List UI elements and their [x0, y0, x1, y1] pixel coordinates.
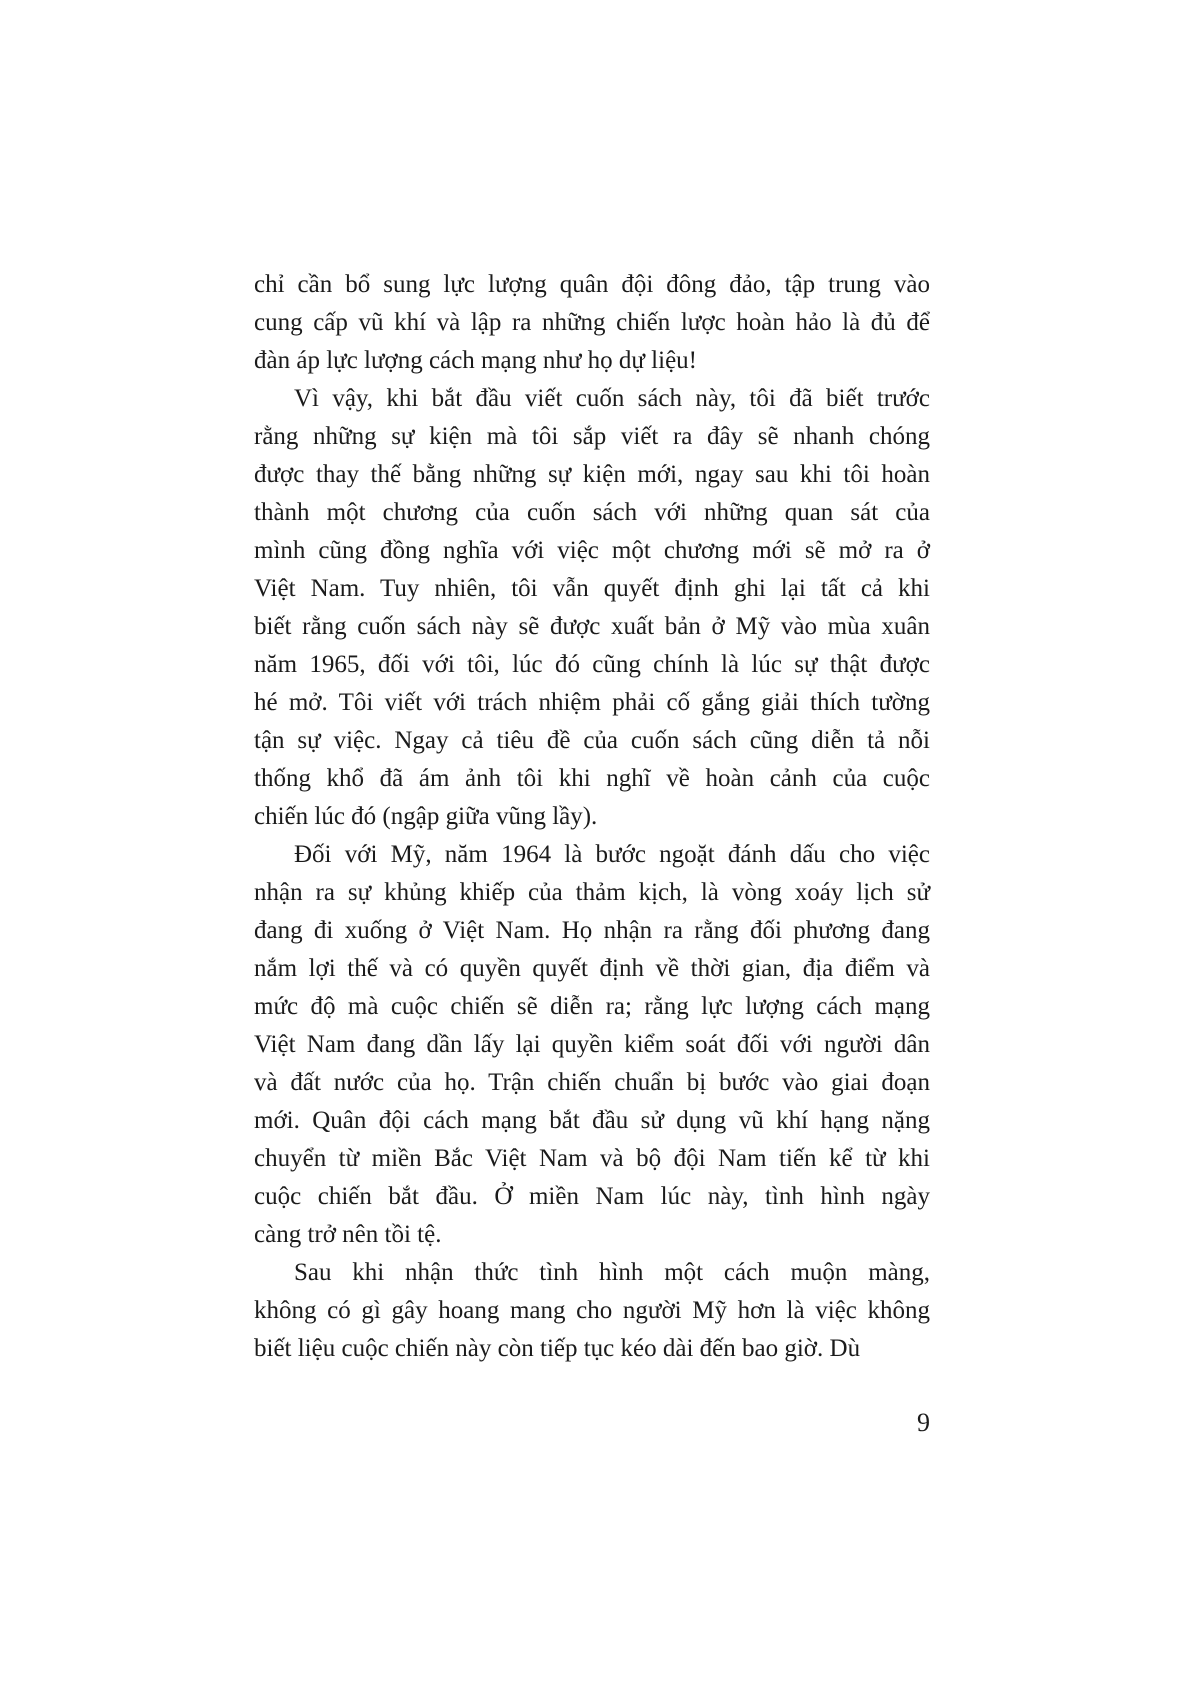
text-line: hé mở. Tôi viết với trách nhiệm phải cố gắng giải thích tường [254, 689, 930, 716]
text-line: không có gì gây hoang mang cho người Mỹ hơn là việc không [254, 1297, 930, 1324]
paragraph [254, 380, 930, 836]
text-line: đang đi xuống ở Việt Nam. Họ nhận ra rằng đối phương đang [254, 917, 930, 944]
text-line: mình cũng đồng nghĩa với việc một chương mới sẽ mở ra ở [254, 537, 930, 564]
text-line: mới. Quân đội cách mạng bắt đầu sử dụng vũ khí hạng nặng [254, 1107, 930, 1134]
text-line: Đối với Mỹ, năm 1964 là bước ngoặt đánh dấu cho việc [294, 841, 930, 868]
text-line: được thay thế bằng những sự kiện mới, ngay sau khi tôi hoàn [254, 461, 930, 488]
text-line: thống khổ đã ám ảnh tôi khi nghĩ về hoàn cảnh của cuộc [254, 765, 930, 792]
text-line: biết liệu cuộc chiến này còn tiếp tục kéo dài đến bao giờ. Dù [254, 1335, 861, 1362]
text-line: cung cấp vũ khí và lập ra những chiến lược hoàn hảo là đủ để [254, 309, 930, 336]
text-line: năm 1965, đối với tôi, lúc đó cũng chính là lúc sự thật được [254, 651, 930, 678]
text-line: Việt Nam đang dần lấy lại quyền kiểm soát đối với người dân [254, 1031, 930, 1058]
text-line: biết rằng cuốn sách này sẽ được xuất bản ở Mỹ vào mùa xuân [254, 613, 930, 640]
page-text [254, 266, 930, 1368]
text-line: cuộc chiến bắt đầu. Ở miền Nam lúc này, tình hình ngày [254, 1183, 930, 1210]
text-line: mức độ mà cuộc chiến sẽ diễn ra; rằng lực lượng cách mạng [254, 993, 930, 1020]
text-line: rằng những sự kiện mà tôi sắp viết ra đây sẽ nhanh chóng [254, 423, 930, 450]
paragraph [254, 1254, 930, 1368]
text-line: càng trở nên tồi tệ. [254, 1221, 442, 1248]
text-line: chuyển từ miền Bắc Việt Nam và bộ đội Nam tiến kể từ khi [254, 1145, 930, 1172]
text-line: chiến lúc đó (ngập giữa vũng lầy). [254, 803, 598, 830]
text-line: Vì vậy, khi bắt đầu viết cuốn sách này, tôi đã biết trước [294, 385, 930, 412]
text-line: thành một chương của cuốn sách với những quan sát của [254, 499, 930, 526]
text-line: nắm lợi thế và có quyền quyết định về thời gian, địa điểm và [254, 955, 930, 982]
text-line: tận sự việc. Ngay cả tiêu đề của cuốn sách cũng diễn tả nỗi [254, 727, 930, 754]
text-line: nhận ra sự khủng khiếp của thảm kịch, là vòng xoáy lịch sử [254, 879, 930, 906]
text-line: Việt Nam. Tuy nhiên, tôi vẫn quyết định ghi lại tất cả khi [254, 575, 930, 602]
text-line: và đất nước của họ. Trận chiến chuẩn bị bước vào giai đoạn [254, 1069, 930, 1096]
paragraph [254, 836, 930, 1254]
page-number: 9 [917, 1408, 930, 1437]
text-line: đàn áp lực lượng cách mạng như họ dự liệu! [254, 347, 697, 374]
paragraph [254, 266, 930, 380]
text-line: chỉ cần bổ sung lực lượng quân đội đông đảo, tập trung vào [254, 271, 930, 298]
text-line: Sau khi nhận thức tình hình một cách muộn màng, [294, 1259, 930, 1286]
